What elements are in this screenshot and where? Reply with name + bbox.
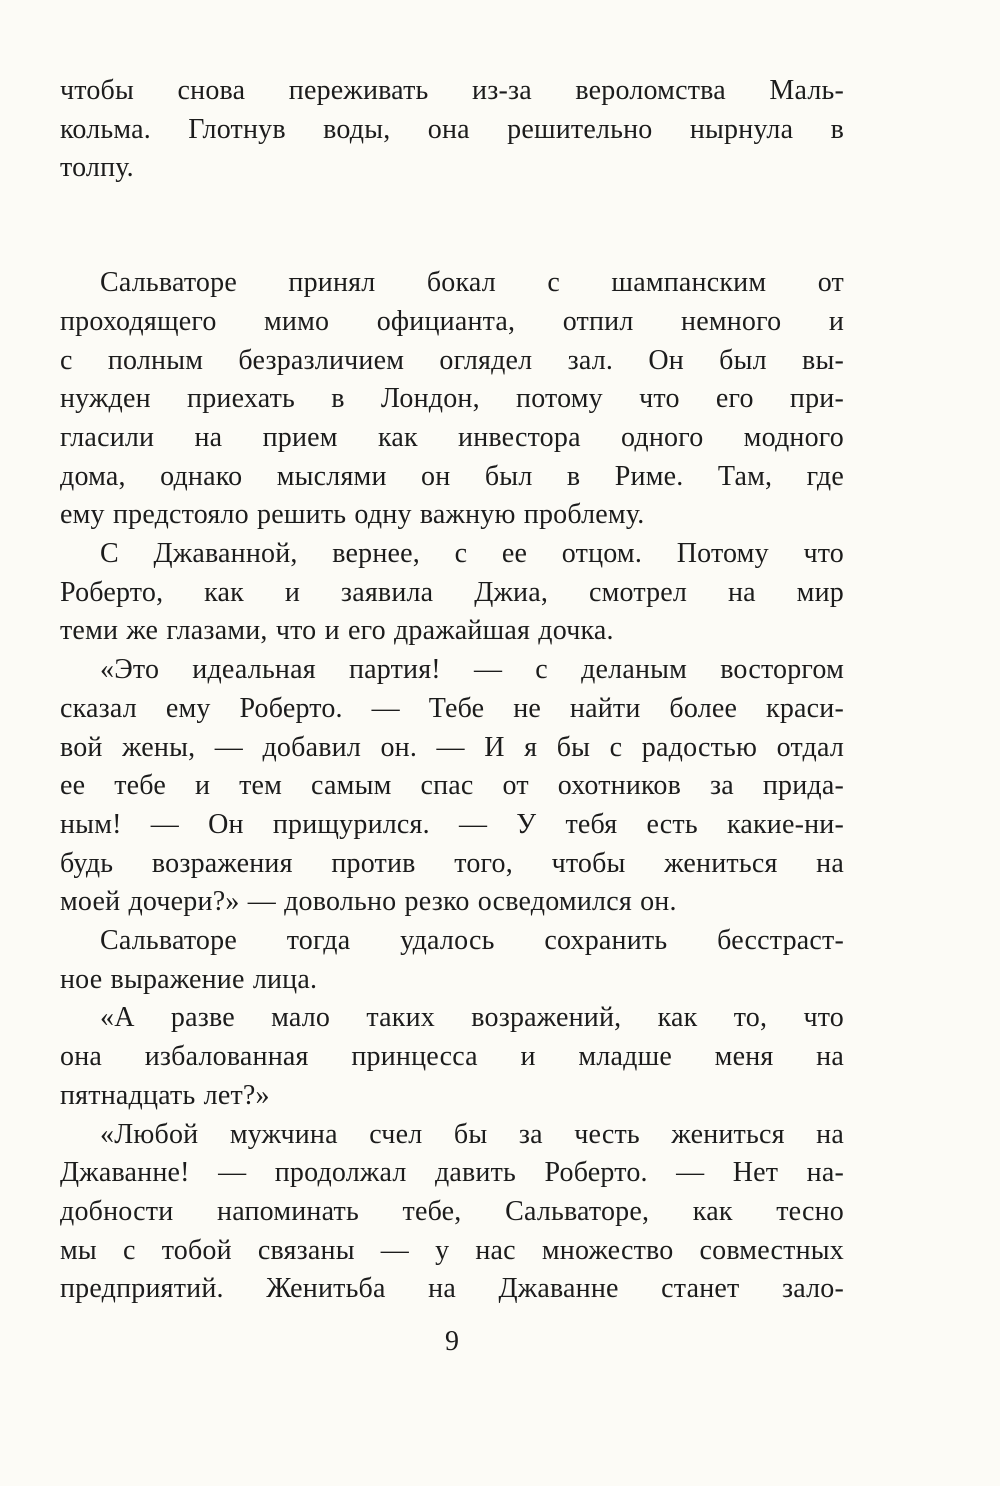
- text-line: добности напоминать тебе, Сальваторе, как тесно: [60, 1195, 844, 1227]
- text-line: Сальваторе принял бокал с шампанским от: [100, 267, 844, 299]
- text-line: Джаванне! — продолжал давить Роберто. — Нет на-: [60, 1157, 844, 1189]
- text-line: толпу.: [60, 152, 134, 184]
- text-line: теми же глазами, что и его дражайшая дочка.: [60, 615, 614, 647]
- text-line: кольма. Глотнув воды, она решительно нырнула в: [60, 113, 844, 145]
- text-line: Роберто, как и заявила Джиа, смотрел на мир: [60, 576, 844, 608]
- text-line: мы с тобой связаны — у нас множество совместных: [60, 1234, 844, 1266]
- text-line: ным! — Он прищурился. — У тебя есть какие-ни-: [60, 808, 844, 840]
- text-line: проходящего мимо официанта, отпил немного и: [60, 305, 844, 337]
- text-line: ему предстояло решить одну важную проблему.: [60, 499, 645, 531]
- text-line: «А разве мало таких возражений, как то, что: [100, 1002, 844, 1034]
- text-line: будь возражения против того, чтобы жениться на: [60, 847, 844, 879]
- text-line: ее тебе и тем самым спас от охотников за прида-: [60, 770, 844, 802]
- text-line: пятнадцать лет?»: [60, 1079, 270, 1111]
- text-line: нужден приехать в Лондон, потому что его при-: [60, 383, 844, 415]
- text-line: моей дочери?» — довольно резко осведомился он.: [60, 886, 677, 918]
- text-line: вой жены, — добавил он. — И я бы с радостью отдал: [60, 731, 844, 763]
- text-line: гласили на прием как инвестора одного модного: [60, 421, 844, 453]
- text-line: с полным безразличием оглядел зал. Он был вы-: [60, 344, 844, 376]
- text-line: «Любой мужчина счел бы за честь жениться на: [100, 1118, 844, 1150]
- text-line: чтобы снова переживать из-за вероломства Маль-: [60, 75, 844, 106]
- text-line: сказал ему Роберто. — Тебе не найти более краси-: [60, 692, 844, 724]
- text-line: «Это идеальная партия! — с деланым восторгом: [100, 654, 844, 686]
- text-column: [60, 72, 844, 1361]
- text-line: дома, однако мыслями он был в Риме. Там, где: [60, 460, 844, 492]
- text-line: С Джаванной, вернее, с ее отцом. Потому что: [100, 538, 844, 570]
- text-line: она избалованная принцесса и младше меня на: [60, 1041, 844, 1073]
- page-number: 9: [445, 1326, 459, 1358]
- text-line: Сальваторе тогда удалось сохранить бесстраст-: [100, 925, 844, 957]
- text-line: ное выражение лица.: [60, 963, 318, 995]
- text-line: предприятий. Женитьба на Джаванне станет зало-: [60, 1273, 844, 1305]
